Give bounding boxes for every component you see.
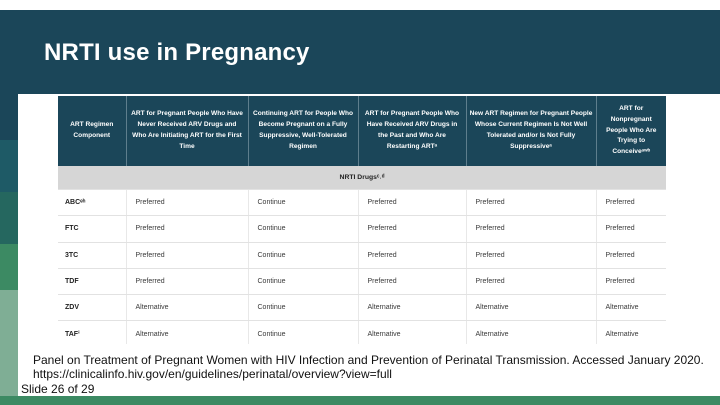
row-component: TAFⁱ bbox=[58, 321, 126, 344]
cell: Continue bbox=[248, 242, 358, 268]
header-regimen-component: ART Regimen Component bbox=[58, 96, 126, 166]
row-component: 3TC bbox=[58, 242, 126, 268]
cell: Alternative bbox=[466, 295, 596, 321]
cell: Alternative bbox=[596, 295, 666, 321]
cell: Preferred bbox=[126, 190, 248, 216]
cell: Preferred bbox=[596, 216, 666, 242]
section-row bbox=[58, 166, 666, 190]
table-row bbox=[58, 268, 666, 294]
header-continuing: Continuing ART for People Who Become Pregnant on a Fully Suppressive, Well-Tolerated Regimen bbox=[248, 96, 358, 166]
cell: Preferred bbox=[358, 190, 466, 216]
cell: Continue bbox=[248, 190, 358, 216]
cell: Preferred bbox=[358, 216, 466, 242]
citation-url: https://clinicalinfo.hiv.gov/en/guidelines/perinatal/overview?view=full bbox=[33, 367, 392, 381]
cell: Alternative bbox=[596, 321, 666, 344]
cell: Alternative bbox=[466, 321, 596, 344]
row-component: ZDV bbox=[58, 295, 126, 321]
table-row bbox=[58, 295, 666, 321]
header-restarting: ART for Pregnant People Who Have Received ARV Drugs in the Past and Who Are Restarting ARTᵃ bbox=[358, 96, 466, 166]
side-stripe-4 bbox=[0, 244, 18, 290]
side-stripe-3 bbox=[0, 192, 18, 244]
cell: Continue bbox=[248, 216, 358, 242]
section-label: NRTI Drugsᶜ˒ᵈ bbox=[58, 166, 666, 190]
bottom-bar bbox=[0, 396, 720, 405]
side-stripe-5 bbox=[0, 290, 18, 398]
table-header bbox=[58, 96, 666, 166]
citation-line-1: Panel on Treatment of Pregnant Women with HIV Infection and Prevention of Perinatal Transmission. Accessed January 2020. bbox=[33, 353, 704, 367]
nrti-table-panel bbox=[58, 96, 666, 344]
row-component: FTC bbox=[58, 216, 126, 242]
side-stripe-2 bbox=[0, 140, 18, 192]
row-component: ABCᵉʰ bbox=[58, 190, 126, 216]
cell: Preferred bbox=[466, 268, 596, 294]
cell: Preferred bbox=[466, 242, 596, 268]
header-never-received: ART for Pregnant People Who Have Never Received ARV Drugs and Who Are Initiating ART for the First Time bbox=[126, 96, 248, 166]
table-row bbox=[58, 242, 666, 268]
cell: Alternative bbox=[358, 295, 466, 321]
cell: Preferred bbox=[596, 268, 666, 294]
cell: Preferred bbox=[596, 190, 666, 216]
table-row bbox=[58, 321, 666, 344]
cell: Preferred bbox=[466, 216, 596, 242]
cell: Continue bbox=[248, 321, 358, 344]
cell: Preferred bbox=[358, 268, 466, 294]
table-row bbox=[58, 190, 666, 216]
cell: Preferred bbox=[126, 268, 248, 294]
nrti-table bbox=[58, 96, 666, 344]
cell: Preferred bbox=[126, 216, 248, 242]
table-row bbox=[58, 216, 666, 242]
header-new-regimen: New ART Regimen for Pregnant People Whose Current Regimen Is Not Well Tolerated and/or Is Not Fully Suppressiveᵃ bbox=[466, 96, 596, 166]
cell: Preferred bbox=[466, 190, 596, 216]
cell: Alternative bbox=[358, 321, 466, 344]
citation bbox=[33, 353, 718, 381]
side-stripe-1 bbox=[0, 94, 18, 140]
cell: Continue bbox=[248, 295, 358, 321]
cell: Alternative bbox=[126, 295, 248, 321]
row-component: TDF bbox=[58, 268, 126, 294]
header-trying-to-conceive: ART for Nonpregnant People Who Are Trying to Conceiveᵃʷᵇ bbox=[596, 96, 666, 166]
cell: Continue bbox=[248, 268, 358, 294]
cell: Preferred bbox=[596, 242, 666, 268]
cell: Preferred bbox=[358, 242, 466, 268]
slide-number: Slide 26 of 29 bbox=[21, 382, 95, 396]
cell: Preferred bbox=[126, 242, 248, 268]
slide-title: NRTI use in Pregnancy bbox=[44, 39, 310, 66]
top-strip bbox=[0, 0, 720, 10]
cell: Alternative bbox=[126, 321, 248, 344]
